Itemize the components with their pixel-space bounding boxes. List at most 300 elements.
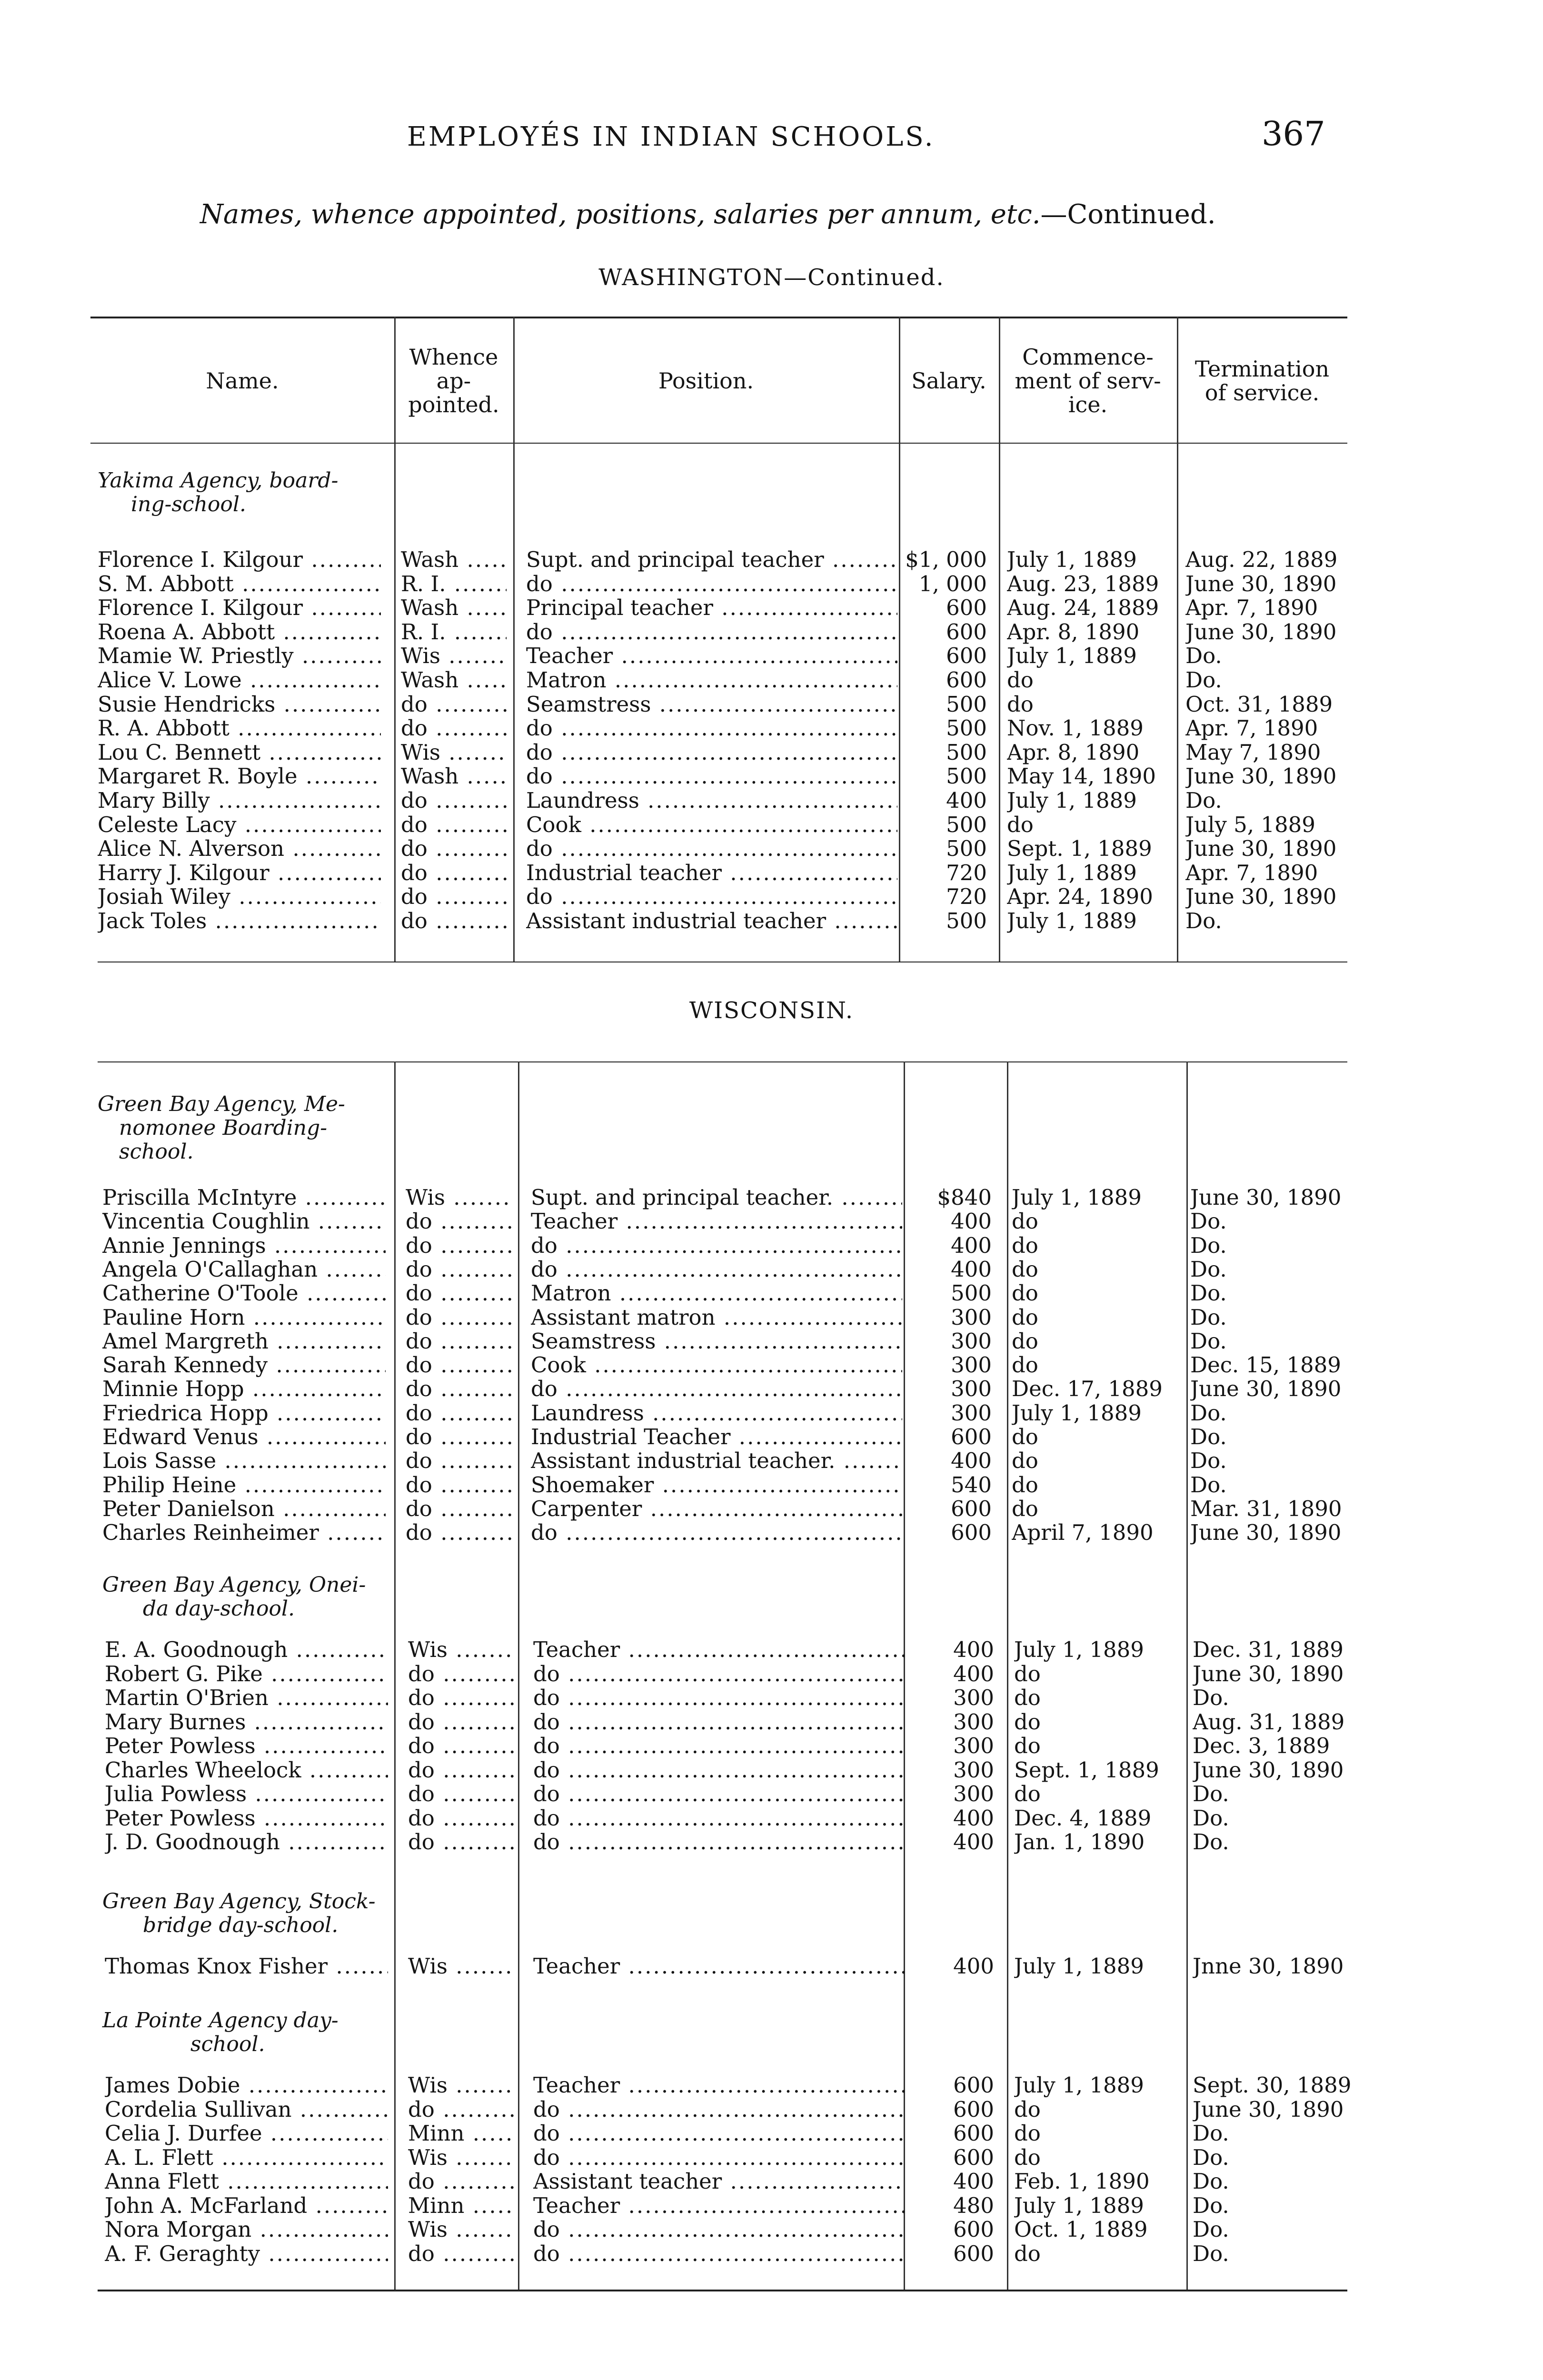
cell-position: do ..... [526,740,897,765]
cell-position: Seamstress ..... [526,692,897,717]
cell-name: Priscilla McIntyre ..... [102,1185,386,1210]
cell-position: Matron ..... [526,668,897,693]
cell-termination: Do. [1185,909,1222,933]
cell-termination: June 30, 1890 [1185,764,1337,789]
cell-commencement: do [1014,1710,1041,1735]
cell-salary: 400 [953,1637,994,1662]
wisconsin-top-rule [98,1061,1347,1062]
cell-whence-appointed: do ..... [408,1734,514,1758]
cell-whence-appointed: Wis ..... [408,2145,514,2170]
cell-salary: $840 [937,1185,992,1210]
cell-salary: 300 [953,1782,994,1806]
group-heading-menomonee: Green Bay Agency, Me- nomonee Boarding- school. [98,1092,345,1164]
table-row [0,836,1543,861]
cell-commencement: Jan. 1, 1890 [1014,1830,1145,1854]
cell-position: do ..... [533,1686,905,1710]
table-row [0,644,1543,668]
cell-position: do ..... [526,620,897,645]
table-row [0,861,1543,885]
cell-position: Cook ..... [526,813,897,837]
table-row [0,692,1543,717]
cell-name: Mary Billy ..... [98,788,381,813]
cell-commencement: Sept. 1, 1889 [1014,1758,1159,1783]
cell-termination: June 30, 1890 [1193,1758,1344,1783]
cell-termination: Do. [1190,1305,1227,1330]
table-row [7,2193,1543,2218]
table-row [0,813,1543,837]
cell-termination: June 30, 1890 [1190,1377,1342,1401]
cell-termination: June 30, 1890 [1185,836,1337,861]
cell-whence-appointed: do ..... [408,1830,514,1854]
table-row [7,1734,1543,1758]
cell-salary: 600 [953,2241,994,2266]
cell-whence-appointed: Wis ..... [408,2073,514,2098]
cell-salary: 500 [946,740,987,765]
table-row [0,595,1543,620]
header-termination: Termination of service. [1195,356,1330,406]
cell-commencement: Aug. 24, 1889 [1007,595,1159,620]
cell-name: Edward Venus ..... [102,1425,386,1449]
cell-commencement: Apr. 24, 1890 [1007,884,1153,909]
cell-position: Teacher ..... [526,644,897,668]
table-row [7,1662,1543,1686]
cell-name: Angela O'Callaghan ..... [102,1257,386,1282]
cell-commencement: do [1007,668,1034,693]
cell-commencement: do [1014,2145,1041,2170]
cell-commencement: July 1, 1889 [1007,909,1137,933]
cell-whence-appointed: do ..... [408,1758,514,1783]
cell-termination: Aug. 22, 1889 [1185,547,1338,572]
cell-name: Alice N. Alverson ..... [98,836,381,861]
group-heading-yakima: Yakima Agency, board- ing-school. [98,468,338,516]
cell-termination: June 30, 1890 [1185,572,1337,596]
cell-commencement: do [1012,1233,1038,1258]
cell-termination: June 30, 1890 [1190,1520,1342,1545]
cell-name: E. A. Goodnough ..... [105,1637,388,1662]
cell-commencement: Nov. 1, 1889 [1007,716,1144,741]
cell-position: Assistant teacher ..... [533,2169,905,2194]
cell-whence-appointed: do ..... [406,1209,511,1234]
cell-name: J. D. Goodnough ..... [105,1830,388,1854]
table-row [5,1305,1543,1330]
cell-termination: Do. [1193,2193,1229,2218]
cell-commencement: do [1014,1662,1041,1686]
cell-whence-appointed: do ..... [408,2241,514,2266]
cell-salary: 400 [951,1233,992,1258]
table-row [7,2121,1543,2146]
cell-position: Matron ..... [531,1281,902,1306]
cell-salary: 400 [946,788,987,813]
table-row [7,2073,1543,2098]
cell-salary: 300 [951,1401,992,1426]
cell-commencement: July 1, 1889 [1007,547,1137,572]
cell-termination: Do. [1193,1686,1229,1710]
cell-commencement: July 1, 1889 [1014,2193,1144,2218]
cell-termination: Jnne 30, 1890 [1193,1954,1344,1979]
cell-name: Celia J. Durfee ..... [105,2121,388,2146]
cell-commencement: do [1012,1353,1038,1378]
cell-name: Friedrica Hopp ..... [102,1401,386,1426]
cell-whence-appointed: do ..... [406,1257,511,1282]
cell-termination: Do. [1190,1401,1227,1426]
cell-whence-appointed: do ..... [408,2169,514,2194]
cell-whence-appointed: Wash ..... [401,547,507,572]
cell-termination: Do. [1185,668,1222,693]
table-row [5,1353,1543,1378]
cell-position: do ..... [526,836,897,861]
table-row [5,1520,1543,1545]
cell-commencement: Apr. 8, 1890 [1007,620,1140,645]
cell-commencement: do [1012,1425,1038,1449]
cell-whence-appointed: do ..... [401,861,507,885]
cell-termination: Dec. 31, 1889 [1193,1637,1344,1662]
section-title-wisconsin: WISCONSIN. [689,997,854,1024]
cell-name: R. A. Abbott ..... [98,716,381,741]
cell-commencement: July 1, 1889 [1007,788,1137,813]
cell-name: Vincentia Coughlin ..... [102,1209,386,1234]
table-row [0,764,1543,789]
cell-whence-appointed: do ..... [408,1710,514,1735]
cell-name: Julia Powless ..... [105,1782,388,1806]
table-row [5,1329,1543,1354]
cell-position: Assistant industrial teacher ..... [526,909,897,933]
group-heading-stockbridge: Green Bay Agency, Stock- bridge day-school. [102,1889,376,1937]
cell-name: Celeste Lacy ..... [98,813,381,837]
table-row [5,1497,1543,1521]
cell-whence-appointed: Wis ..... [408,1637,514,1662]
cell-salary: 400 [953,1806,994,1831]
table-row [5,1281,1543,1306]
table-row [7,2217,1543,2242]
cell-name: Lou C. Bennett ..... [98,740,381,765]
cell-termination: Sept. 30, 1889 [1193,2073,1352,2098]
cell-whence-appointed: do ..... [406,1377,511,1401]
cell-position: do ..... [531,1377,902,1401]
cell-position: do ..... [533,2241,905,2266]
cell-salary: 540 [951,1473,992,1497]
cell-whence-appointed: do ..... [406,1233,511,1258]
cell-name: Mary Burnes ..... [105,1710,388,1735]
cell-termination: May 7, 1890 [1185,740,1321,765]
cell-whence-appointed: do ..... [408,1782,514,1806]
cell-name: Florence I. Kilgour ..... [98,547,381,572]
cell-whence-appointed: do ..... [406,1401,511,1426]
cell-position: do ..... [533,1758,905,1783]
cell-name: Amel Margreth ..... [102,1329,386,1354]
table-row [0,668,1543,693]
group-heading-la-pointe: La Pointe Agency day- school. [102,2008,338,2056]
cell-termination: June 30, 1890 [1185,884,1337,909]
cell-name: John A. McFarland ..... [105,2193,388,2218]
table-row [0,716,1543,741]
table-row [0,620,1543,645]
cell-commencement: July 1, 1889 [1012,1185,1142,1210]
cell-salary: 600 [953,2145,994,2170]
cell-name: Anna Flett ..... [105,2169,388,2194]
cell-termination: Do. [1190,1209,1227,1234]
cell-termination: Do. [1193,1782,1229,1806]
cell-position: do ..... [533,1662,905,1686]
table-row [7,1637,1543,1662]
cell-whence-appointed: R. I. ..... [401,572,507,596]
cell-whence-appointed: R. I. ..... [401,620,507,645]
page-number: 367 [1262,114,1325,153]
cell-whence-appointed: do ..... [408,1806,514,1831]
cell-position: do ..... [526,716,897,741]
cell-commencement: July 1, 1889 [1014,1954,1144,1979]
cell-position: do ..... [533,2145,905,2170]
cell-termination: Do. [1193,2121,1229,2146]
cell-name: Harry J. Kilgour ..... [98,861,381,885]
cell-commencement: do [1014,2241,1041,2266]
cell-whence-appointed: do ..... [401,813,507,837]
cell-position: do ..... [531,1520,902,1545]
cell-salary: 300 [951,1353,992,1378]
cell-termination: Apr. 7, 1890 [1185,861,1318,885]
cell-whence-appointed: do ..... [401,692,507,717]
cell-termination: Do. [1185,788,1222,813]
cell-salary: 400 [953,2169,994,2194]
running-head: EMPLOYÉS IN INDIAN SCHOOLS. [407,121,935,152]
cell-name: Robert G. Pike ..... [105,1662,388,1686]
cell-salary: 400 [951,1448,992,1473]
cell-position: do ..... [533,2121,905,2146]
cell-salary: 600 [953,2217,994,2242]
cell-commencement: do [1014,1734,1041,1758]
cell-position: Assistant industrial teacher. ..... [531,1448,902,1473]
table-row [7,1686,1543,1710]
cell-position: Assistant matron ..... [531,1305,902,1330]
cell-salary: 1, 000 [918,572,987,596]
cell-commencement: July 1, 1889 [1014,2073,1144,2098]
cell-position: do ..... [533,1782,905,1806]
cell-termination: Do. [1193,2217,1229,2242]
cell-commencement: do [1014,2121,1041,2146]
table-row [7,1710,1543,1735]
cell-commencement: Oct. 1, 1889 [1014,2217,1148,2242]
cell-salary: 300 [951,1305,992,1330]
cell-name: Alice V. Lowe ..... [98,668,381,693]
cell-name: Margaret R. Boyle ..... [98,764,381,789]
table-row [7,2145,1543,2170]
cell-name: Peter Powless ..... [105,1806,388,1831]
cell-whence-appointed: do ..... [401,884,507,909]
cell-whence-appointed: do ..... [406,1520,511,1545]
cell-whence-appointed: do ..... [406,1353,511,1378]
cell-salary: 480 [953,2193,994,2218]
cell-salary: 600 [951,1425,992,1449]
cell-commencement: Sept. 1, 1889 [1007,836,1152,861]
cell-salary: 300 [951,1377,992,1401]
table-row [5,1233,1543,1258]
cell-commencement: July 1, 1889 [1014,1637,1144,1662]
header-name: Name. [206,368,279,394]
cell-whence-appointed: do ..... [408,1662,514,1686]
cell-whence-appointed: do ..... [401,836,507,861]
cell-termination: Do. [1190,1329,1227,1354]
cell-termination: Do. [1190,1473,1227,1497]
table-row [7,1806,1543,1831]
cell-commencement: do [1012,1473,1038,1497]
cell-salary: 500 [946,909,987,933]
cell-salary: 600 [946,595,987,620]
cell-termination: Do. [1190,1425,1227,1449]
cell-salary: 500 [946,716,987,741]
cell-commencement: Apr. 8, 1890 [1007,740,1140,765]
header-bottom-rule [90,443,1347,444]
cell-termination: Oct. 31, 1889 [1185,692,1333,717]
cell-whence-appointed: do ..... [408,1686,514,1710]
cell-name: Minnie Hopp ..... [102,1377,386,1401]
table-row [0,740,1543,765]
cell-position: Teacher ..... [533,1954,905,1979]
table-row [0,909,1543,933]
cell-termination: Do. [1190,1281,1227,1306]
table-row [0,572,1543,596]
cell-position: Supt. and principal teacher ..... [526,547,897,572]
cell-commencement: Feb. 1, 1890 [1014,2169,1150,2194]
cell-salary: 600 [953,2121,994,2146]
cell-position: Shoemaker ..... [531,1473,902,1497]
cell-termination: Do. [1193,1830,1229,1854]
cell-name: Mamie W. Priestly ..... [98,644,381,668]
cell-commencement: do [1007,692,1034,717]
table-row [5,1425,1543,1449]
cell-salary: $1, 000 [905,547,987,572]
cell-whence-appointed: do ..... [406,1329,511,1354]
cell-name: Jack Toles ..... [98,909,381,933]
cell-salary: 720 [946,861,987,885]
table-row [5,1448,1543,1473]
cell-commencement: do [1014,1686,1041,1710]
cell-commencement: April 7, 1890 [1012,1520,1154,1545]
cell-whence-appointed: Minn ..... [408,2121,514,2146]
cell-commencement: July 1, 1889 [1007,861,1137,885]
cell-salary: 500 [946,813,987,837]
cell-termination: Do. [1190,1448,1227,1473]
cell-commencement: do [1014,1782,1041,1806]
cell-salary: 720 [946,884,987,909]
cell-salary: 600 [946,668,987,693]
table-row [5,1257,1543,1282]
cell-name: Susie Hendricks ..... [98,692,381,717]
cell-commencement: do [1012,1497,1038,1521]
table-row [7,1758,1543,1783]
cell-termination: Aug. 31, 1889 [1193,1710,1345,1735]
cell-position: do ..... [533,1734,905,1758]
cell-termination: July 5, 1889 [1185,813,1315,837]
cell-salary: 300 [953,1758,994,1783]
cell-position: Principal teacher ..... [526,595,897,620]
cell-termination: June 30, 1890 [1193,1662,1344,1686]
cell-whence-appointed: do ..... [401,716,507,741]
cell-termination: Do. [1190,1233,1227,1258]
cell-name: Peter Danielson ..... [102,1497,386,1521]
table-row [7,1830,1543,1854]
cell-whence-appointed: Wash ..... [401,595,507,620]
cell-position: do ..... [526,884,897,909]
cell-position: Teacher ..... [533,2193,905,2218]
cell-salary: 600 [951,1520,992,1545]
table-row [7,1782,1543,1806]
cell-commencement: May 14, 1890 [1007,764,1156,789]
cell-whence-appointed: do ..... [408,2097,514,2122]
cell-name: Charles Wheelock ..... [105,1758,388,1783]
header-whence-appointed: Whence ap- pointed. [408,344,499,417]
cell-position: Teacher ..... [533,1637,905,1662]
cell-name: Josiah Wiley ..... [98,884,381,909]
cell-salary: 500 [946,764,987,789]
cell-position: do ..... [531,1233,902,1258]
cell-salary: 400 [953,1830,994,1854]
cell-salary: 400 [953,1954,994,1979]
cell-commencement: Aug. 23, 1889 [1007,572,1159,596]
cell-name: S. M. Abbott ..... [98,572,381,596]
cell-termination: Do. [1193,2169,1229,2194]
cell-commencement: do [1014,2097,1041,2122]
cell-name: Peter Powless ..... [105,1734,388,1758]
cell-commencement: Dec. 4, 1889 [1014,1806,1152,1831]
cell-name: Charles Reinheimer ..... [102,1520,386,1545]
cell-whence-appointed: Wis ..... [401,740,507,765]
cell-name: Pauline Horn ..... [102,1305,386,1330]
cell-whence-appointed: do ..... [406,1425,511,1449]
cell-name: Thomas Knox Fisher ..... [105,1954,388,1979]
cell-whence-appointed: Wash ..... [401,764,507,789]
table-row [7,1954,1543,1979]
header-salary: Salary. [911,368,986,394]
cell-commencement: do [1012,1329,1038,1354]
table-top-rule [90,317,1347,318]
table-row [7,2169,1543,2194]
cell-position: Industrial Teacher ..... [531,1425,902,1449]
cell-salary: 600 [953,2097,994,2122]
cell-commencement: Dec. 17, 1889 [1012,1377,1163,1401]
cell-commencement: do [1012,1281,1038,1306]
table-row [0,884,1543,909]
group-heading-oneida: Green Bay Agency, Onei- da day-school. [102,1573,366,1621]
cell-whence-appointed: do ..... [406,1497,511,1521]
cell-name: James Dobie ..... [105,2073,388,2098]
table-row [5,1185,1543,1210]
cell-position: Carpenter ..... [531,1497,902,1521]
table-row [5,1377,1543,1401]
cell-position: do ..... [533,1710,905,1735]
cell-position: Teacher ..... [531,1209,902,1234]
cell-name: Catherine O'Toole ..... [102,1281,386,1306]
section-title-washington: WASHINGTON—Continued. [598,264,945,291]
cell-salary: 400 [951,1209,992,1234]
header-commencement: Commence- ment of serv- ice. [1015,344,1161,417]
cell-salary: 300 [953,1686,994,1710]
cell-whence-appointed: Wis ..... [401,644,507,668]
cell-whence-appointed: Wis ..... [408,2217,514,2242]
cell-commencement: do [1012,1209,1038,1234]
cell-salary: 600 [946,644,987,668]
cell-position: Laundress ..... [526,788,897,813]
cell-termination: Do. [1193,2145,1229,2170]
cell-name: A. F. Geraghty ..... [105,2241,388,2266]
cell-termination: Do. [1193,1806,1229,1831]
cell-whence-appointed: Minn ..... [408,2193,514,2218]
cell-salary: 500 [946,836,987,861]
cell-name: A. L. Flett ..... [105,2145,388,2170]
cell-commencement: do [1012,1305,1038,1330]
cell-whence-appointed: do ..... [406,1448,511,1473]
table-row [0,788,1543,813]
cell-salary: 600 [946,620,987,645]
table-row [7,2097,1543,2122]
